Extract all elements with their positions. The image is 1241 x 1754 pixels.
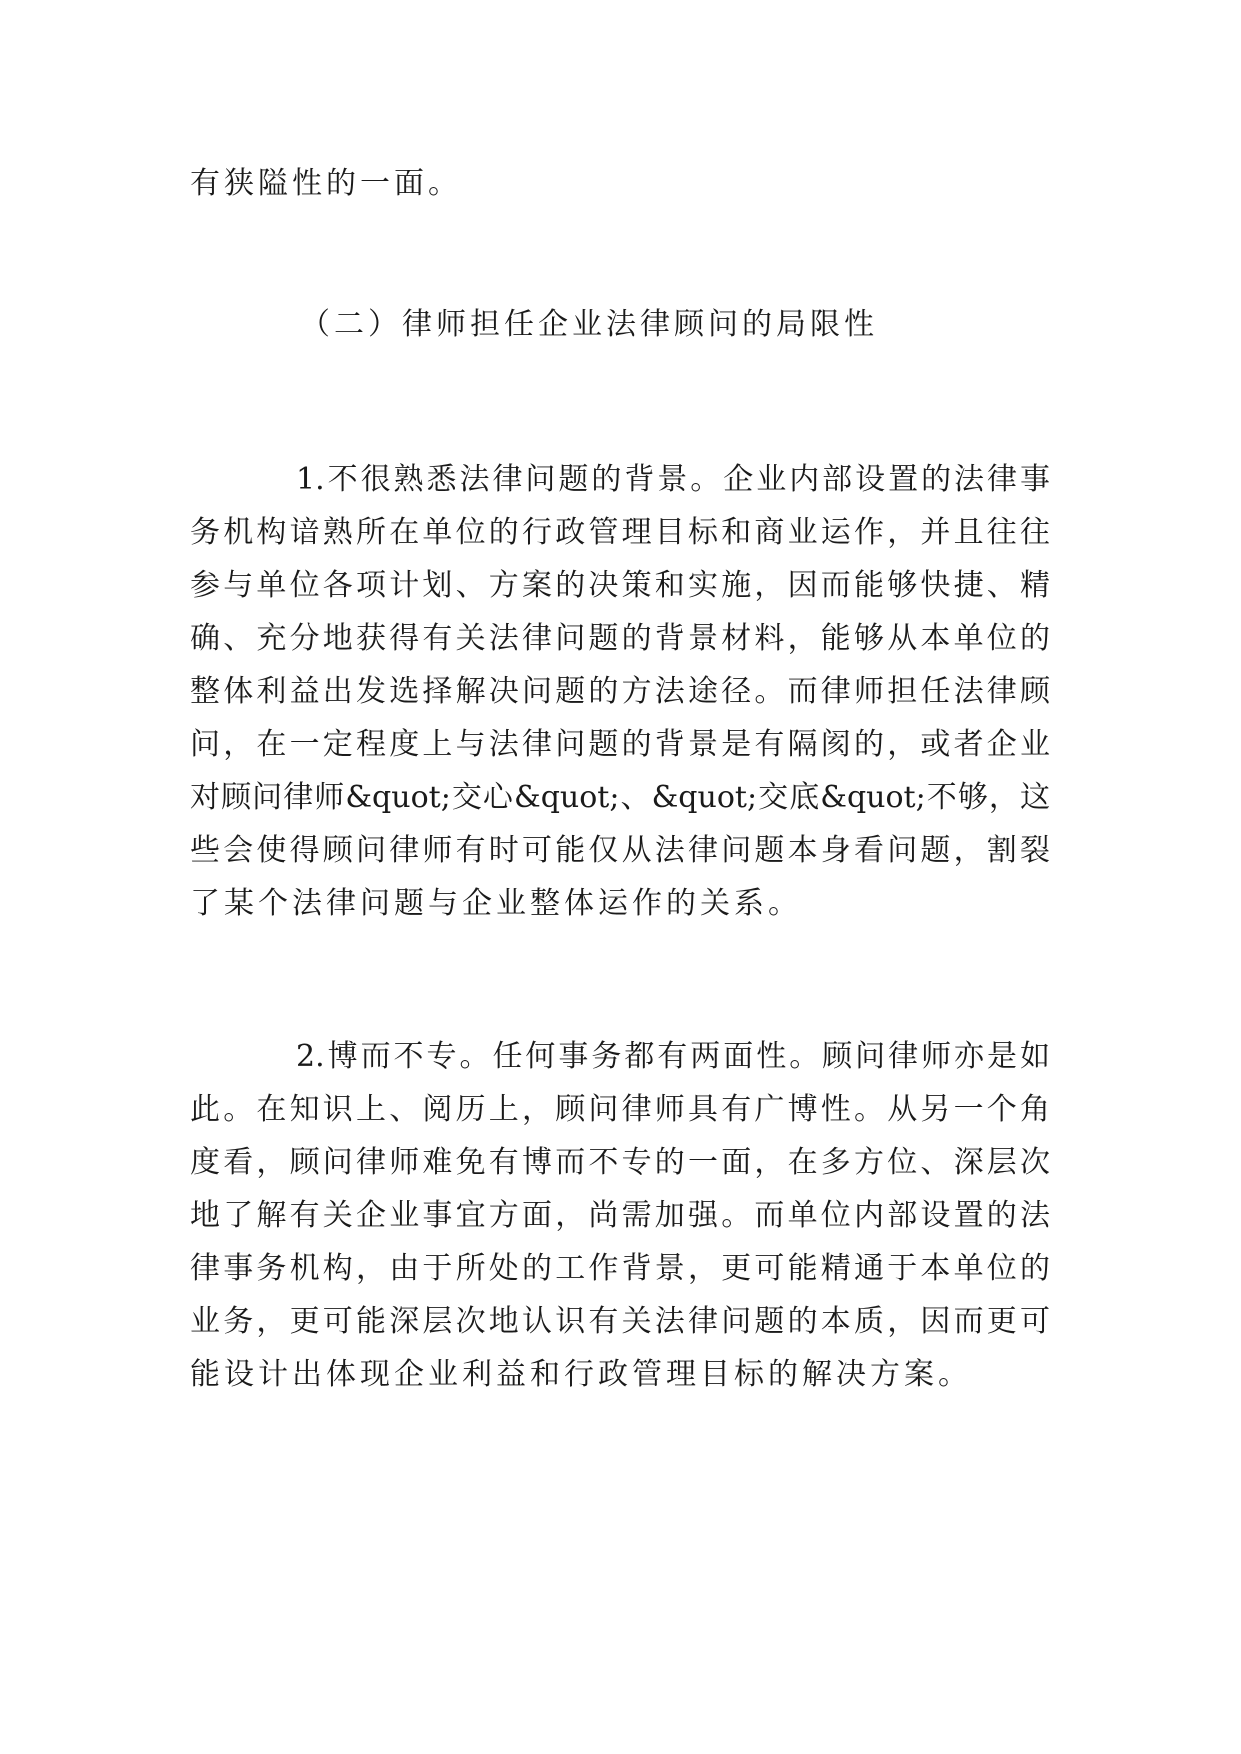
paragraph-2-line-3: 度看，顾问律师难免有博而不专的一面，在多方位、深层次: [190, 1145, 1050, 1180]
paragraph-1-line-7: 对顾问律师&quot;交心&quot;、&quot;交底&quot;不够，这: [190, 780, 1050, 815]
paragraph-2-line-4: 地了解有关企业事宜方面，尚需加强。而单位内部设置的法: [190, 1198, 1050, 1233]
section-heading: （二）律师担任企业法律顾问的局限性: [300, 307, 878, 342]
paragraph-1-line-4: 确、充分地获得有关法律问题的背景材料，能够从本单位的: [190, 621, 1050, 656]
paragraph-1-line-3: 参与单位各项计划、方案的决策和实施，因而能够快捷、精: [190, 568, 1050, 603]
paragraph-1-line-6: 问，在一定程度上与法律问题的背景是有隔阂的，或者企业: [190, 727, 1050, 762]
paragraph-1-line-5: 整体利益出发选择解决问题的方法途径。而律师担任法律顾: [190, 674, 1050, 709]
paragraph-2-line-2: 此。在知识上、阅历上，顾问律师具有广博性。从另一个角: [190, 1092, 1050, 1127]
paragraph-2-line-1: 2.博而不专。任何事务都有两面性。顾问律师亦是如: [296, 1039, 1050, 1074]
paragraph-1-line-8: 些会使得顾问律师有时可能仅从法律问题本身看问题，割裂: [190, 833, 1050, 868]
paragraph-1-line-1: 1.不很熟悉法律问题的背景。企业内部设置的法律事: [296, 462, 1050, 497]
paragraph-2-line-6: 业务，更可能深层次地认识有关法律问题的本质，因而更可: [190, 1304, 1050, 1339]
text-line-1: 有狭隘性的一面。: [190, 166, 462, 201]
paragraph-2-line-7: 能设计出体现企业利益和行政管理目标的解决方案。: [190, 1357, 972, 1392]
paragraph-2-line-5: 律事务机构，由于所处的工作背景，更可能精通于本单位的: [190, 1251, 1050, 1286]
paragraph-1-line-2: 务机构谙熟所在单位的行政管理目标和商业运作，并且往往: [190, 515, 1050, 550]
paragraph-1-line-9: 了某个法律问题与企业整体运作的关系。: [190, 886, 802, 921]
